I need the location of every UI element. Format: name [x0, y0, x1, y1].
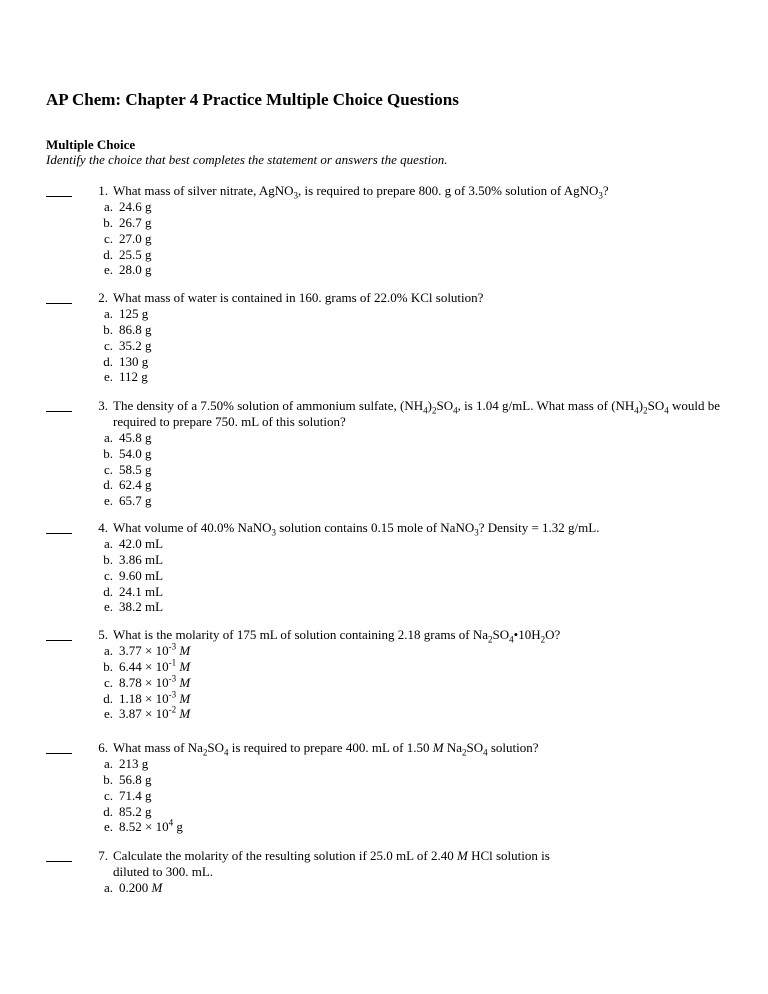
choice-text: 125 g: [119, 306, 149, 322]
choice-letter: d.: [103, 353, 113, 369]
answer-choice: [97, 493, 152, 509]
choice-letter: e.: [103, 262, 113, 278]
answer-choice: [97, 215, 152, 231]
answer-choice: [97, 354, 152, 370]
answer-choice: [97, 643, 190, 659]
choice-text: 38.2 mL: [119, 599, 164, 615]
choice-text: $8.52 \times 10^4$ g: [119, 818, 183, 835]
answer-choice: [97, 788, 183, 804]
choice-letter: a.: [103, 306, 113, 322]
choice-text: 65.7 g: [119, 493, 152, 509]
choice-letter: b.: [103, 322, 113, 338]
choice-letter: b.: [103, 772, 113, 788]
choice-text: 130 g: [119, 353, 149, 369]
answer-choice: [97, 536, 163, 552]
answer-choice: [97, 552, 163, 568]
choice-text: $8.78 \times 10^{-3}$ M: [119, 673, 191, 690]
choice-list: [97, 756, 183, 835]
choice-list: [97, 536, 163, 615]
choice-letter: c.: [103, 787, 113, 803]
choice-letter: a.: [103, 643, 113, 659]
answer-choice: [97, 772, 183, 788]
choice-text: 26.7 g: [119, 215, 152, 231]
choice-letter: a.: [103, 536, 113, 552]
choice-text: 85.2 g: [119, 803, 152, 819]
question-stem: What mass of $Na_2SO_4$ is required to prepare 400. mL of 1.50 M $Na_2SO_4$ solution?: [113, 740, 539, 758]
answer-blank[interactable]: [46, 848, 72, 862]
choice-list: [97, 430, 152, 509]
question-stem: What mass of water is contained in 160. grams of 22.0% KCl solution?: [113, 290, 484, 305]
choice-letter: d.: [103, 803, 113, 819]
choice-letter: b.: [103, 659, 113, 675]
answer-choice: [97, 584, 163, 600]
choice-text: 45.8 g: [119, 430, 152, 446]
choice-text: 54.0 g: [119, 445, 152, 461]
choice-letter: e.: [103, 493, 113, 509]
answer-choice: [97, 262, 152, 278]
answer-choice: [97, 691, 190, 707]
answer-choice: [97, 231, 152, 247]
answer-choice: [97, 568, 163, 584]
choice-text: 213 g: [119, 756, 149, 772]
question-stem: What volume of 40.0% NaNO$_3$ solution contains 0.15 mole of NaNO$_3$? Density = 1.32 g/mL.: [113, 520, 600, 538]
choice-letter: e.: [103, 599, 113, 615]
question-number: 5.: [98, 627, 108, 642]
choice-text: 28.0 g: [119, 262, 152, 278]
choice-letter: d.: [103, 246, 113, 262]
answer-choice: [97, 446, 152, 462]
choice-text: 42.0 mL: [119, 536, 164, 552]
choice-letter: e.: [103, 706, 113, 722]
question-stem: What mass of silver nitrate, AgNO$_3$, is required to prepare 800. g of 3.50% solution of AgNO$_3$?: [113, 183, 609, 201]
choice-text: 58.5 g: [119, 461, 152, 477]
choice-letter: c.: [103, 230, 113, 246]
choice-letter: a.: [103, 430, 113, 446]
answer-choice: [97, 306, 152, 322]
choice-text: $1.18 \times 10^{-3}$ M: [119, 689, 191, 706]
choice-text: 24.6 g: [119, 199, 152, 215]
question-stem: What is the molarity of 175 mL of solution containing 2.18 grams of $Na_2SO_4•10H_2O$?: [113, 627, 561, 645]
answer-choice: [97, 659, 190, 675]
question-number: 2.: [98, 290, 108, 305]
choice-text: 86.8 g: [119, 322, 152, 338]
answer-blank[interactable]: [46, 520, 72, 534]
question-number: 4.: [98, 520, 108, 535]
choice-letter: c.: [103, 674, 113, 690]
answer-choice: [97, 706, 190, 722]
choice-letter: e.: [103, 369, 113, 385]
choice-letter: d.: [103, 690, 113, 706]
question-number: 3.: [98, 398, 108, 413]
answer-choice: [97, 756, 183, 772]
answer-choice: [97, 819, 183, 835]
choice-letter: a.: [103, 880, 113, 896]
choice-text: 3.86 mL: [119, 552, 164, 568]
choice-letter: a.: [103, 756, 113, 772]
answer-blank[interactable]: [46, 398, 72, 412]
question-number: 6.: [98, 740, 108, 755]
choice-letter: e.: [103, 819, 113, 835]
answer-choice: [97, 599, 163, 615]
answer-choice: [97, 322, 152, 338]
choice-text: $3.87 \times 10^{-2}$ M: [119, 705, 191, 722]
answer-choice: [97, 338, 152, 354]
choice-letter: b.: [103, 445, 113, 461]
answer-blank[interactable]: [46, 290, 72, 304]
choice-text: 112 g: [119, 369, 148, 385]
choice-list: [97, 199, 152, 278]
answer-blank[interactable]: [46, 740, 72, 754]
answer-choice: [97, 477, 152, 493]
section-heading: Multiple Choice: [46, 137, 136, 152]
question-stem: The density of a 7.50% solution of ammonium sulfate, $(NH_4)_2SO_4$, is 1.04 g/mL. What mass of $(NH_4)_2SO_4$ would be required to prepare 750. mL of this solution?: [113, 398, 721, 429]
question-stem: Calculate the molarity of the resulting solution if 25.0 mL of 2.40 M HCl solution is diluted to 300. mL.: [113, 848, 550, 879]
answer-blank[interactable]: [46, 183, 72, 197]
question-number: 7.: [98, 848, 108, 863]
choice-text: $6.44 \times 10^{-1}$ M: [119, 657, 191, 675]
answer-choice: [97, 199, 152, 215]
answer-choice: [97, 880, 162, 896]
answer-choice: [97, 804, 183, 820]
answer-choice: [97, 247, 152, 263]
choice-letter: b.: [103, 552, 113, 568]
question-number: 1.: [98, 183, 108, 198]
choice-text: 0.200 M: [119, 880, 163, 896]
choice-list: [97, 306, 152, 385]
choice-letter: d.: [103, 477, 113, 493]
choice-letter: d.: [103, 583, 113, 599]
choice-letter: b.: [103, 215, 113, 231]
choice-letter: c.: [103, 567, 113, 583]
choice-text: 35.2 g: [119, 337, 152, 353]
choice-text: 24.1 mL: [119, 583, 164, 599]
choice-list: [97, 643, 190, 722]
answer-choice: [97, 675, 190, 691]
choice-text: 56.8 g: [119, 772, 152, 788]
choice-text: 25.5 g: [119, 246, 152, 262]
choice-text: $3.77 \times 10^{-3}$ M: [119, 641, 191, 659]
answer-choice: [97, 369, 152, 385]
answer-choice: [97, 430, 152, 446]
choice-list: [97, 880, 162, 896]
choice-text: 71.4 g: [119, 787, 152, 803]
choice-letter: c.: [103, 461, 113, 477]
answer-choice: [97, 462, 152, 478]
choice-letter: a.: [103, 199, 113, 215]
section-instructions: Identify the choice that best completes the statement or answers the question.: [46, 152, 448, 167]
page-title: AP Chem: Chapter 4 Practice Multiple Choice Questions: [46, 90, 459, 109]
answer-blank[interactable]: [46, 627, 72, 641]
choice-letter: c.: [103, 337, 113, 353]
choice-text: 9.60 mL: [119, 567, 164, 583]
choice-text: 62.4 g: [119, 477, 152, 493]
choice-text: 27.0 g: [119, 230, 152, 246]
